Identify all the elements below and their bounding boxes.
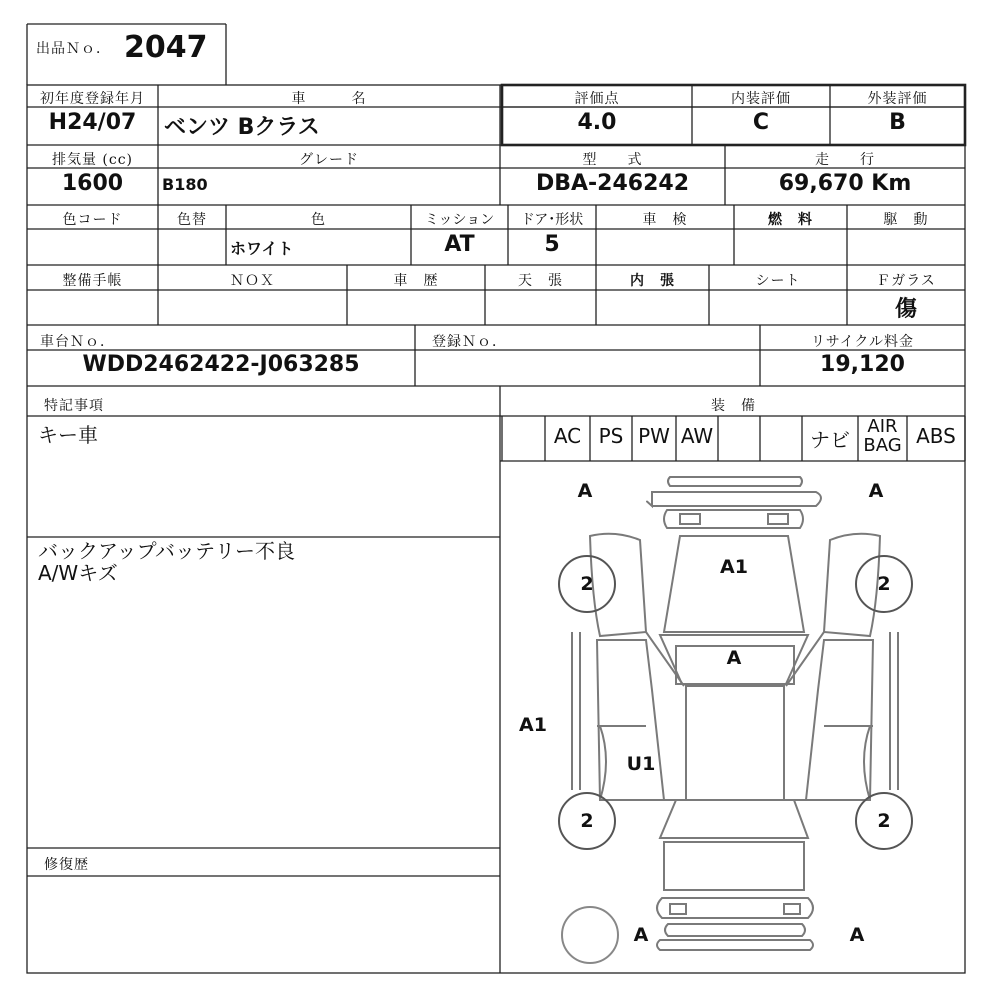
car-name-label: 車 名: [291, 91, 367, 107]
color-label: 色: [311, 212, 326, 228]
damage-mark: 2: [877, 810, 891, 832]
recycle-value: 19,120: [820, 352, 905, 377]
displacement-label: 排気量 (cc): [51, 152, 134, 168]
damage-mark: A: [726, 647, 742, 669]
model-label: 型 式: [582, 152, 643, 168]
repair-history-label: 修復歴: [44, 857, 89, 873]
equipment-item: AIR BAG: [863, 416, 902, 456]
color-code-label: 色コード: [62, 212, 123, 228]
mission-label: ミッション: [424, 212, 495, 228]
damage-mark: A: [849, 924, 865, 946]
doors-label: ドア･形状: [520, 212, 584, 228]
equipment-item: AW: [680, 424, 714, 448]
damage-mark: 2: [580, 810, 594, 832]
equipment-item: ナビ: [810, 428, 850, 452]
seat-label: シート: [755, 273, 801, 289]
equipment-label: 装 備: [711, 398, 756, 414]
special-note-1: キー車: [38, 423, 98, 447]
lot-label: 出品Ｎｏ．: [36, 41, 111, 57]
doors-value: 5: [544, 232, 560, 257]
nox-label: ＮＯＸ: [230, 273, 275, 289]
color-value: ホワイト: [230, 239, 294, 258]
fglass-label: Ｆガラス: [876, 273, 936, 289]
fglass-value: 傷: [894, 296, 917, 322]
equipment-item: PW: [638, 424, 670, 448]
equipment-item: ABS: [916, 424, 956, 448]
car-name-value: ベンツ Bクラス: [164, 115, 320, 140]
regno-label: 登録Ｎｏ．: [432, 334, 507, 350]
grade-value: B180: [162, 175, 208, 194]
equipment-item: AC: [553, 424, 582, 448]
damage-mark: U1: [626, 753, 656, 775]
car-diagram: [559, 477, 912, 963]
damage-mark: 2: [580, 573, 594, 595]
score-value: 4.0: [577, 110, 617, 135]
first-reg-value: H24/07: [48, 110, 137, 135]
first-reg-label: 初年度登録年月: [40, 91, 145, 107]
color-change-label: 色替: [177, 212, 207, 228]
damage-mark: A1: [519, 714, 547, 736]
recycle-label: リサイクル料金: [810, 334, 915, 350]
history-label: 車 歴: [393, 273, 439, 289]
damage-mark: A: [868, 480, 884, 502]
drive-label: 駆 動: [883, 212, 929, 228]
damage-mark: A: [577, 480, 593, 502]
inspection-label: 車 検: [642, 212, 688, 228]
special-note-2: バックアップバッテリー不良 A/Wキズ: [38, 539, 295, 585]
exterior-label: 外装評価: [867, 91, 928, 107]
model-value: DBA-246242: [535, 171, 690, 196]
lot-number: 2047: [124, 30, 208, 65]
maint-label: 整備手帳: [62, 273, 123, 289]
equipment-item: PS: [598, 424, 624, 448]
special-notes-label: 特記事項: [44, 398, 104, 414]
damage-mark: 2: [877, 573, 891, 595]
score-label: 評価点: [574, 91, 620, 107]
fuel-label: 燃 料: [768, 212, 813, 228]
mileage-label: 走 行: [815, 152, 875, 168]
roof-label: 天 張: [518, 273, 563, 289]
mission-value: AT: [444, 232, 475, 257]
damage-mark: A: [633, 924, 649, 946]
chassis-label: 車台Ｎｏ．: [40, 334, 115, 350]
chassis-value: WDD2462422-J063285: [82, 352, 360, 377]
grade-label: グレード: [299, 152, 359, 168]
exterior-value: B: [889, 110, 906, 135]
damage-mark: A1: [720, 556, 748, 578]
interior-trim-label: 内 張: [630, 273, 675, 289]
interior-value: C: [752, 110, 770, 135]
interior-label: 内装評価: [731, 91, 791, 107]
displacement-value: 1600: [61, 171, 124, 196]
mileage-value: 69,670 Km: [778, 171, 912, 196]
